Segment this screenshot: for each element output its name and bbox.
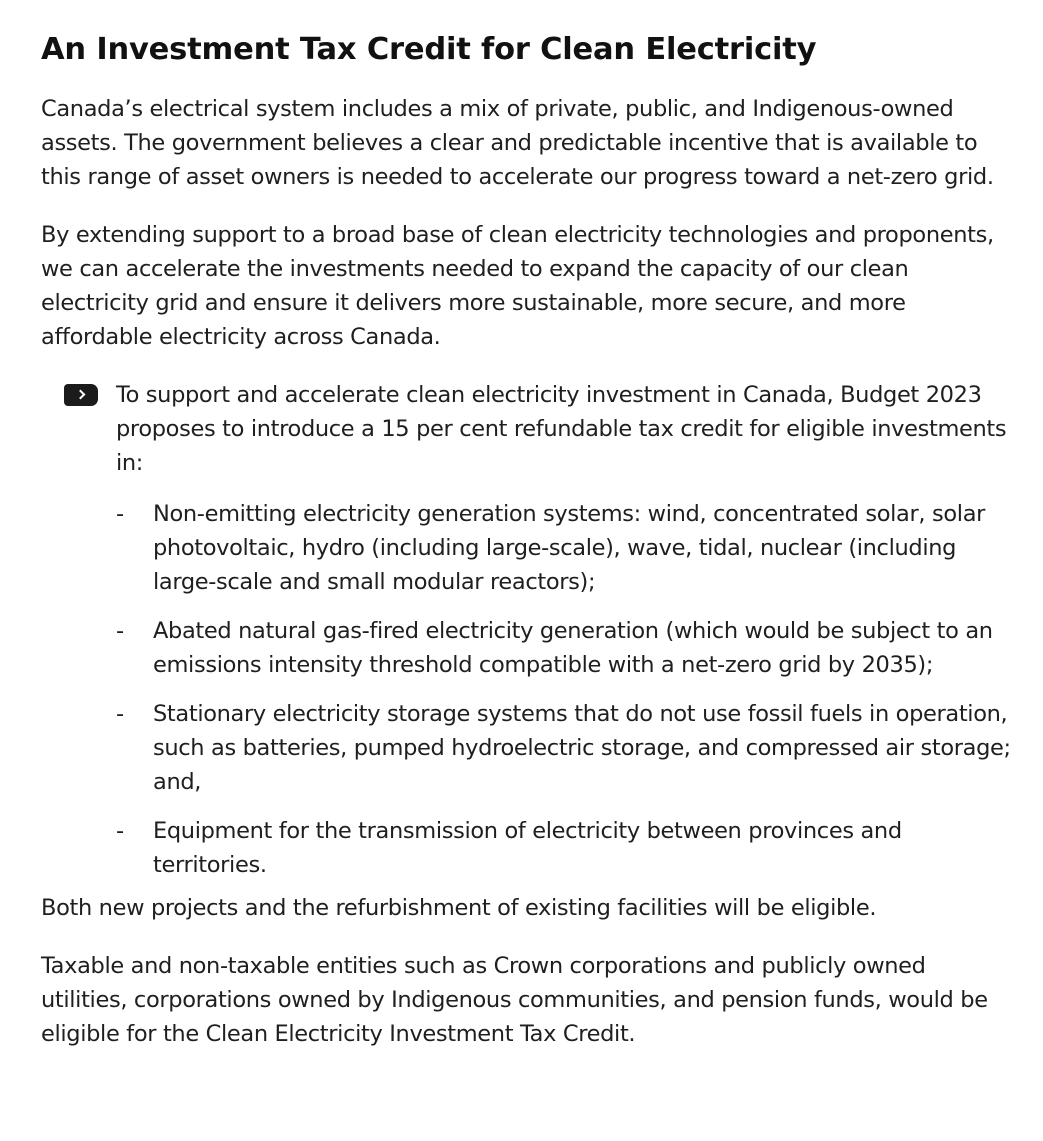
budget-proposal-callout <box>41 378 1013 882</box>
list-item-text: Abated natural gas-fired electricity generation (which would be subject to an emissions intensity threshold compatible with a net-zero grid by 2035); <box>153 618 993 678</box>
section-title: An Investment Tax Credit for Clean Electricity <box>41 32 817 67</box>
list-item <box>116 814 1013 882</box>
chevron-right-icon <box>64 384 98 406</box>
list-item <box>116 697 1013 799</box>
bullet-dash: - <box>116 501 124 527</box>
entities-paragraph: Taxable and non-taxable entities such as Crown corporations and publicly owned utilities, corporations owned by Indigenous communities, and pension funds, would be eligible for the Clean Electricity Investment Tax Credit. <box>41 953 988 1047</box>
eligibility-paragraph: Both new projects and the refurbishment of existing facilities will be eligible. <box>41 895 877 921</box>
bullet-dash: - <box>116 818 124 844</box>
intro-paragraph: Canada’s electrical system includes a mix of private, public, and Indigenous-owned assets. The government believes a clear and predictable incentive that is available to this range of asset owners is needed to accelerate our progress toward a net-zero grid. <box>41 96 994 190</box>
support-paragraph: By extending support to a broad base of clean electricity technologies and proponents, we can accelerate the investments needed to expand the capacity of our clean electricity grid and ensure it delivers more sustainable, more secure, and more affordable electricity across Canada. <box>41 222 994 350</box>
list-item <box>116 497 1013 599</box>
bullet-dash: - <box>116 701 124 727</box>
eligible-investments-list <box>116 497 1013 882</box>
list-item-text: Non-emitting electricity generation systems: wind, concentrated solar, solar photovoltaic, hydro (including large-scale), wave, tidal, nuclear (including large-scale and small modular reactors); <box>153 501 986 595</box>
list-item <box>116 614 1013 682</box>
callout-text: To support and accelerate clean electricity investment in Canada, Budget 2023 proposes to introduce a 15 per cent refundable tax credit for eligible investments in: <box>116 382 1007 476</box>
list-item-text: Stationary electricity storage systems that do not use fossil fuels in operation, such as batteries, pumped hydroelectric storage, and compressed air storage; and, <box>153 701 1011 795</box>
bullet-dash: - <box>116 618 124 644</box>
list-item-text: Equipment for the transmission of electricity between provinces and territories. <box>153 818 902 878</box>
